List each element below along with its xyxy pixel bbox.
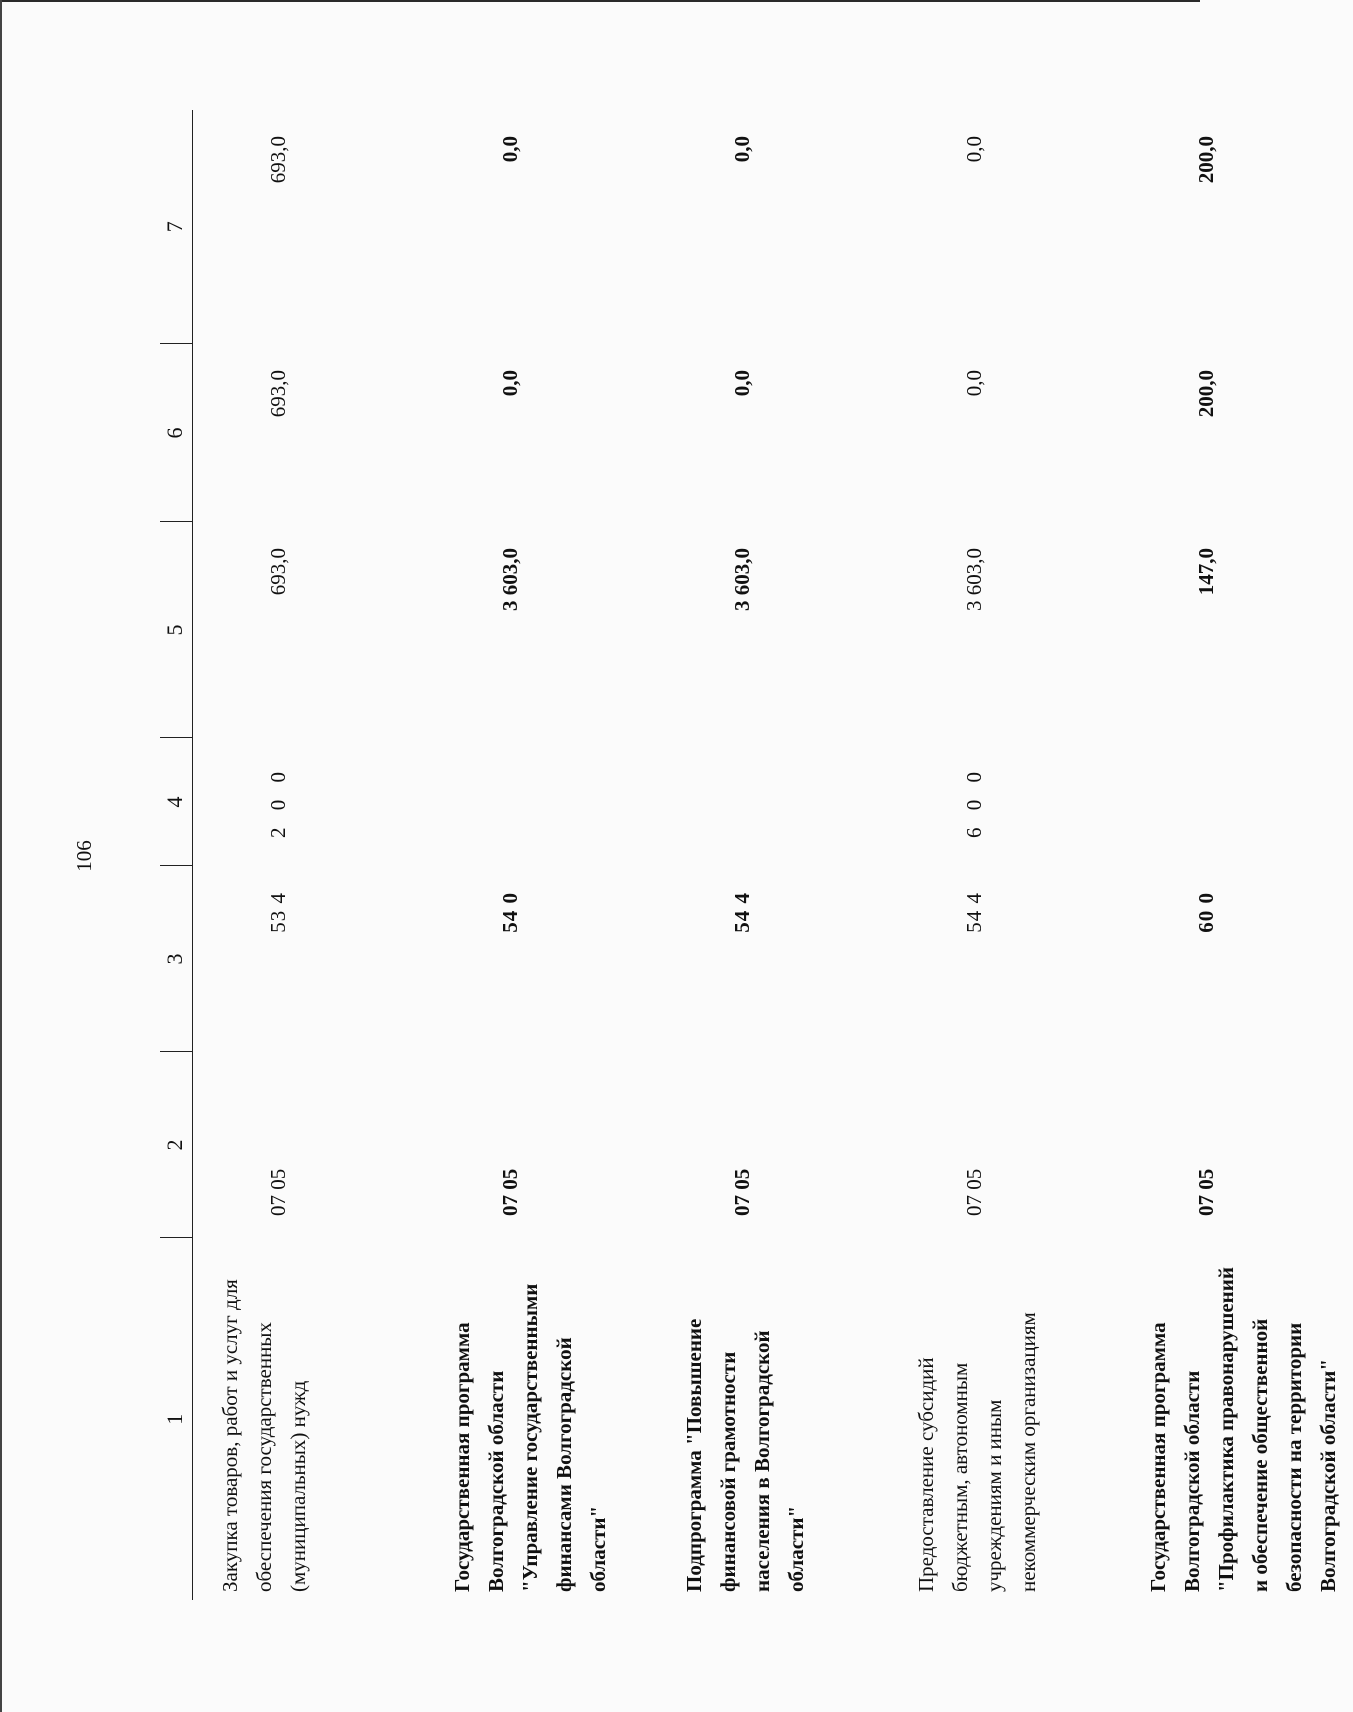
- table-row: [193, 110, 426, 1600]
- row-value-7: 0,0: [498, 136, 522, 163]
- header-row: [160, 110, 193, 1600]
- table-row: [1121, 110, 1353, 1600]
- row-target-code: 54 0: [498, 892, 522, 933]
- row-value-5: 147,0: [1194, 548, 1218, 596]
- row-value-5: 3 603,0: [962, 548, 986, 611]
- row-name: Закупка товаров, работ и услуг для обеспечения государственных (муниципальных) нужд: [218, 1279, 310, 1592]
- row-section-code: 07 05: [266, 1168, 290, 1216]
- row-target-code: 54 4: [730, 892, 754, 933]
- row-value-6: 693,0: [266, 370, 290, 418]
- row-value-6: 0,0: [498, 370, 522, 397]
- row-value-7: 0,0: [730, 136, 754, 163]
- row-expense-type: [1121, 738, 1353, 866]
- header-col-7: 7: [160, 110, 193, 344]
- row-name: Государственная программа Волгоградской области "Управление государственными финансами Волгоградской области": [450, 1283, 610, 1592]
- row-name: Государственная программа Волгоградской области "Профилактика правонарушений и обеспечение общественной безопасности на территории Волгоградской области": [1146, 1267, 1340, 1592]
- page-number: 106: [72, 840, 96, 872]
- row-value-6: 0,0: [730, 370, 754, 397]
- row-name: Подпрограмма "Повышение финансовой грамотности населения в Волгоградской области": [682, 1318, 808, 1592]
- row-expense-type: 2 0 0: [266, 766, 290, 838]
- row-name: Предоставление субсидий бюджетным, автономным учреждениям и иным некоммерческим организациям: [914, 1312, 1040, 1592]
- header-col-1: 1: [160, 1238, 193, 1600]
- row-expense-type: 6 0 0: [962, 766, 986, 838]
- row-value-7: 200,0: [1194, 136, 1218, 184]
- row-target-code: 60 0: [1194, 892, 1218, 933]
- table-row: [425, 110, 657, 1600]
- row-target-code: 54 4: [962, 892, 986, 933]
- table-row: [657, 110, 889, 1600]
- header-col-4: 4: [160, 738, 193, 866]
- row-target-code: 53 4: [266, 892, 290, 933]
- row-value-5: 3 603,0: [498, 548, 522, 611]
- row-expense-type: [425, 738, 657, 866]
- row-expense-type: [657, 738, 889, 866]
- header-col-3: 3: [160, 866, 193, 1052]
- row-value-6: 200,0: [1194, 370, 1218, 418]
- row-section-code: 07 05: [962, 1168, 986, 1216]
- row-value-5: 693,0: [266, 548, 290, 596]
- row-value-6: 0,0: [962, 370, 986, 397]
- header-col-2: 2: [160, 1052, 193, 1238]
- row-value-7: 0,0: [962, 136, 986, 163]
- budget-table: [160, 110, 1353, 1600]
- row-value-7: 693,0: [266, 136, 290, 184]
- row-section-code: 07 05: [498, 1168, 522, 1216]
- row-section-code: 07 05: [1194, 1168, 1218, 1216]
- header-col-5: 5: [160, 522, 193, 738]
- header-col-6: 6: [160, 344, 193, 522]
- row-section-code: 07 05: [730, 1168, 754, 1216]
- row-value-5: 3 603,0: [730, 548, 754, 611]
- table-row: [889, 110, 1121, 1600]
